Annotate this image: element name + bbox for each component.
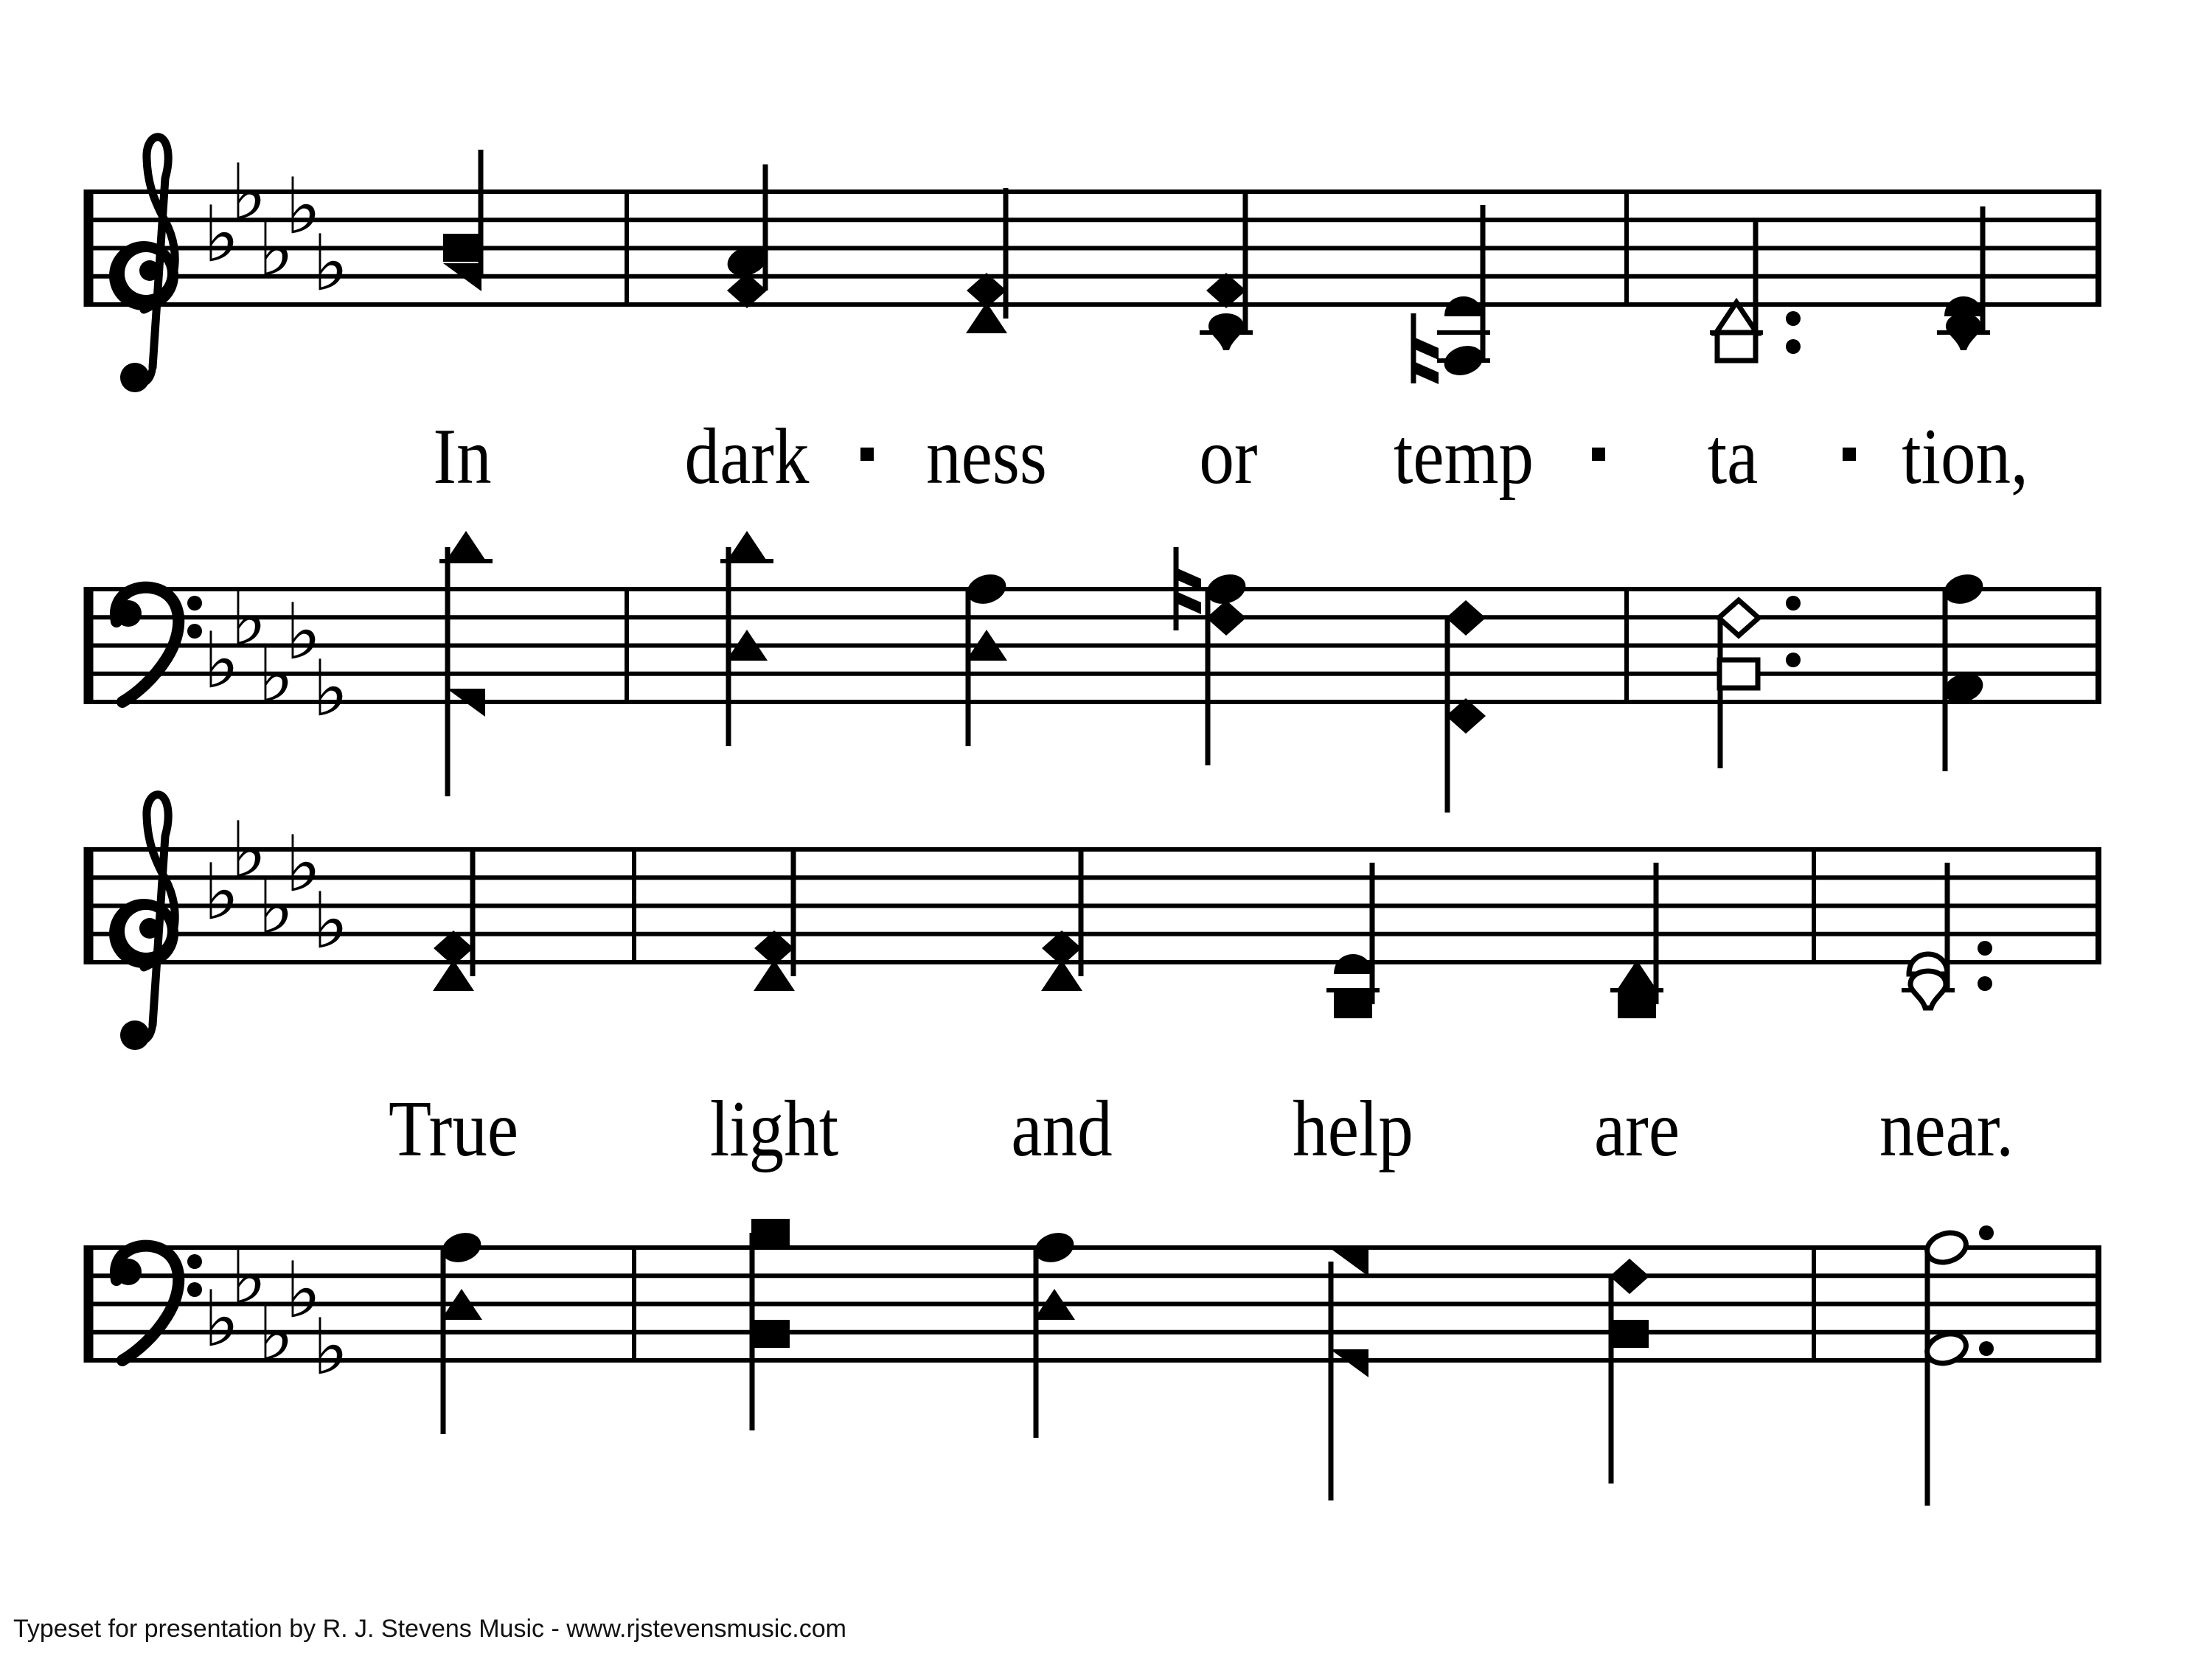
- augmentation-dot: [1979, 1225, 1994, 1240]
- chord: [1330, 1248, 1368, 1500]
- flat-sign: ♭: [312, 1302, 349, 1392]
- chord: [439, 531, 493, 796]
- notehead-mi: [1446, 600, 1486, 636]
- flat-sign: ♭: [257, 861, 294, 951]
- lyric-syllable-line2: light: [709, 1085, 839, 1173]
- lyric-syllable-line1: ta: [1707, 413, 1759, 501]
- flat-sign: ♭: [312, 876, 349, 966]
- augmentation-dot: [1786, 339, 1801, 354]
- lyric-syllable-line2: True: [388, 1085, 519, 1173]
- bass-staff: [86, 531, 2101, 813]
- flat-sign: ♭: [203, 616, 240, 706]
- chord: [1200, 190, 1253, 350]
- lyric-syllable-line1: ness: [926, 413, 1047, 501]
- augmentation-dot: [1786, 311, 1801, 326]
- lyric-syllable-line1: temp: [1393, 413, 1534, 501]
- lyric-syllable-line1: or: [1199, 413, 1258, 501]
- notehead-la: [443, 234, 481, 262]
- treble-clef-icon: [109, 137, 178, 392]
- chord: [1413, 205, 1490, 384]
- notehead-do: [1616, 960, 1658, 991]
- flat-sign: ♭: [203, 1274, 240, 1364]
- flat-sign: ♭: [257, 1288, 294, 1378]
- flat-sign: ♭: [285, 161, 321, 251]
- chord: [966, 188, 1007, 333]
- notehead-ti: [1208, 313, 1244, 350]
- notehead-sol-half: [1923, 1228, 1969, 1267]
- notehead-ti: [1946, 313, 1981, 350]
- notehead-la: [1610, 1320, 1649, 1348]
- chord: [1710, 220, 1801, 361]
- augmentation-dot: [1978, 976, 1992, 991]
- chord: [1923, 1225, 1994, 1506]
- lyric-syllable-line1: dark: [684, 413, 810, 501]
- augmentation-dot: [1786, 653, 1801, 667]
- flat-sign: ♭: [230, 805, 267, 895]
- notehead-mi: [1206, 600, 1246, 636]
- flat-sign: ♭: [230, 573, 267, 663]
- lyric-syllable-line1: In: [433, 413, 492, 501]
- flat-sign: ♭: [230, 1231, 267, 1321]
- beamlet: [1176, 591, 1201, 614]
- augmentation-dot: [1978, 941, 1992, 956]
- notehead-re: [1444, 296, 1483, 316]
- lyric-hyphen: [1592, 448, 1605, 461]
- chord: [1610, 1259, 1649, 1484]
- chord: [1940, 570, 1986, 771]
- chord: [751, 1219, 790, 1430]
- chord: [1446, 600, 1486, 813]
- augmentation-dot: [1786, 596, 1801, 611]
- flat-sign: ♭: [257, 630, 294, 720]
- notehead-fa: [1330, 1248, 1368, 1276]
- notehead-do: [433, 960, 474, 991]
- flat-sign: ♭: [257, 204, 294, 293]
- beamlet: [1413, 337, 1439, 360]
- notehead-la-half: [1717, 333, 1756, 361]
- notehead-la: [751, 1320, 790, 1348]
- flat-sign: ♭: [285, 587, 321, 677]
- notehead-la-half: [1719, 660, 1758, 688]
- notehead-do: [726, 531, 768, 562]
- notehead-re: [1944, 296, 1983, 316]
- treble-clef-icon: [109, 795, 178, 1050]
- chord: [963, 570, 1009, 746]
- notehead-mi: [1610, 1259, 1649, 1294]
- notehead-do: [445, 531, 487, 562]
- beamlet: [1413, 361, 1439, 384]
- flat-sign: ♭: [203, 189, 240, 279]
- lyric-hyphen: [860, 448, 874, 461]
- notehead-ti-half: [1910, 971, 1946, 1008]
- chord: [433, 849, 474, 991]
- notehead-mi-half: [1719, 600, 1759, 636]
- notehead-re: [1334, 954, 1372, 974]
- treble-staff: [86, 805, 2101, 1018]
- chord: [1719, 596, 1801, 768]
- notehead-la: [1334, 990, 1372, 1018]
- flat-sign: ♭: [203, 847, 240, 937]
- chord: [1610, 863, 1663, 1018]
- notehead-la: [751, 1219, 790, 1247]
- lyric-syllable-line2: near.: [1879, 1085, 2014, 1173]
- lyric-syllable-line2: are: [1593, 1085, 1680, 1173]
- chord: [1326, 863, 1380, 1018]
- chord: [1041, 849, 1082, 991]
- augmentation-dot: [1979, 1341, 1994, 1356]
- notehead-do-half: [1716, 302, 1757, 333]
- lyric-syllable-line1: tion,: [1902, 413, 2028, 501]
- flat-sign: ♭: [312, 644, 349, 734]
- notehead-fa: [1330, 1349, 1368, 1377]
- lyric-hyphen: [1843, 448, 1856, 461]
- notehead-do: [754, 960, 795, 991]
- chord: [1176, 547, 1250, 765]
- chord: [754, 849, 795, 991]
- flat-sign: ♭: [230, 147, 267, 237]
- chord: [723, 164, 770, 308]
- notehead-la: [1618, 990, 1656, 1018]
- lyric-syllable-line2: help: [1293, 1085, 1413, 1173]
- flat-sign: ♭: [285, 819, 321, 909]
- bass-staff: [86, 1219, 2101, 1506]
- typeset-credit-footer: Typeset for presentation by R. J. Stevens Music - www.rjstevensmusic.com: [13, 1615, 846, 1643]
- flat-sign: ♭: [312, 218, 349, 308]
- notehead-do: [966, 302, 1007, 333]
- treble-staff: [86, 147, 2101, 384]
- flat-sign: ♭: [285, 1245, 321, 1335]
- notehead-sol: [1440, 341, 1486, 380]
- chord: [720, 531, 773, 746]
- lyric-syllable-line2: and: [1011, 1085, 1113, 1173]
- notehead-do: [1041, 960, 1082, 991]
